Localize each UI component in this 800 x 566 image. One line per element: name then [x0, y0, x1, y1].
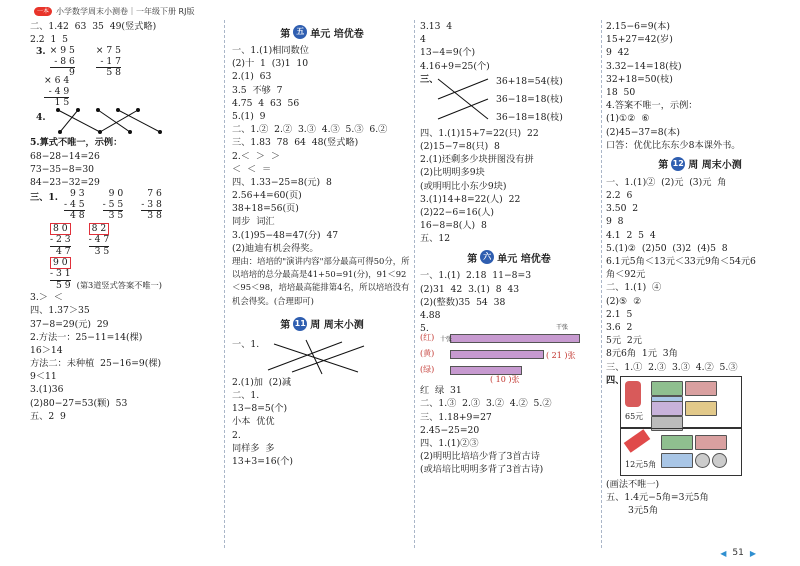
answer-line: 四、1.33−25=8(元) 8	[232, 176, 332, 188]
matching-figure: 三、 36+18=54(枝) 36−18=18(枝) 36−18=18(枝)	[420, 73, 598, 127]
unit-title: 第 五 单元 培优卷	[280, 27, 364, 40]
prev-arrow-icon: ◀	[720, 548, 727, 558]
answer-line: 3.6 2	[606, 321, 633, 333]
column-divider	[224, 20, 225, 548]
answer-line: (2)80−27=53(颗) 53	[30, 397, 128, 409]
banknote-icon	[651, 401, 683, 416]
answer-line: (2)31 42 3.(1) 8 43	[420, 283, 520, 295]
answer-line: 四、1.37＞35	[30, 305, 90, 317]
vertical-calc-group	[50, 257, 220, 291]
answer-line: 2.2 6	[606, 190, 633, 202]
coin-icon	[712, 453, 727, 468]
banknote-icon	[661, 435, 693, 450]
answer-line: 13−4=9(个)	[420, 47, 476, 59]
answer-line: (2)明明比培培少背了3首古诗	[420, 451, 540, 463]
answer-line: 3.(1)36	[30, 384, 64, 396]
answer-line: 方法二：未种植 25−16=9(棵)	[30, 358, 162, 370]
answer-line: (2)比明明多9块	[420, 167, 485, 179]
answer-line: 2.15−6=9(本)	[606, 21, 670, 32]
matching-figure: 4.	[30, 106, 220, 136]
matching-lines	[434, 73, 494, 127]
answer-paragraph: 理由：培培的"演讲内容"部分最高可得50分，所以培培的总分最高是41+50=91(分)，91＜92＜95＜98，培培最高能排第4名，所以培培没有机会得奖。(合理即可)	[232, 256, 410, 306]
answer-line: 一、1.(1)相同数位	[232, 45, 309, 56]
coin-icon	[695, 453, 710, 468]
answer-line: 68−28−14=26	[30, 150, 100, 162]
money-box: 65元	[620, 376, 742, 428]
answer-line: 5.(1)② (2)50 (3)2 (4)5 8	[606, 242, 728, 254]
answer-line: 16＞14	[30, 344, 63, 356]
answer-line: 4.75 4 63 56	[232, 97, 300, 109]
answer-column-1	[30, 20, 220, 552]
answer-line: 五、2 9	[30, 410, 66, 422]
answer-line: 三、1.18+9=27	[420, 411, 492, 423]
answer-line: 13+3=16(个)	[232, 455, 293, 467]
answer-line: 4.答案不唯一，示例：	[606, 100, 698, 112]
bar-red	[450, 334, 580, 343]
vertical-calc: × 9 5 - 8 6 9	[49, 45, 75, 79]
answer-line: 8元6角 1元 3角	[606, 348, 678, 360]
answer-line: 2.(1)加 (2)减	[232, 376, 292, 388]
answer-line: 15+27=42(岁)	[606, 34, 673, 46]
answer-line: 2.(1) 63	[232, 71, 272, 83]
answer-line: 2.2 1 5	[30, 34, 68, 46]
banknote-icon	[685, 381, 717, 396]
answer-column-3	[420, 20, 598, 552]
answer-line: 二、1.③ 2.③ 3.② 4.② 5.②	[420, 398, 552, 410]
answer-line: 5元 2元	[606, 335, 642, 347]
answer-line: 五、1.4元−5角=3元5角	[606, 491, 709, 503]
answer-line: (2)22−6=16(人)	[420, 206, 494, 218]
week-title: 第 11 周 周末小测	[280, 318, 364, 332]
answer-line: 2.＜ ＞ ＞	[232, 150, 281, 162]
answer-line: 2.56+4=60(页)	[232, 190, 302, 202]
vertical-calc: 7 6 - 3 8 3 8	[141, 188, 162, 222]
answer-line: 9＜11	[30, 371, 57, 383]
vertical-calc: × 6 4 - 4 9 1 5	[44, 75, 70, 109]
answer-line: 84−23−32=29	[30, 176, 100, 188]
next-arrow-icon: ▶	[749, 548, 756, 558]
unit-number-badge: 六	[480, 250, 494, 264]
answer-line: 3.(1)14+8=22(人) 22	[420, 193, 521, 205]
answer-line: (2)(整数)35 54 38	[420, 296, 506, 308]
answer-line: 一、1.(1) 2.18 11−8=3	[420, 270, 532, 282]
answer-line: 73−35−8=30	[30, 163, 95, 175]
answer-line: 16−8=8(人) 8	[420, 220, 487, 232]
answer-line: 3.50 2	[606, 203, 639, 215]
answer-line: 2.(1)还剩多少块拼图没有拼	[420, 154, 534, 166]
answer-line: 3.＞ ＜	[30, 292, 63, 304]
vertical-calc: 8 2 - 4 7 3 5	[88, 223, 110, 257]
money-figure-2	[606, 428, 794, 478]
answer-line: 3.(1)95−48=47(分) 47	[232, 229, 339, 241]
answer-line: (2)15−7=8(只) 8	[420, 140, 500, 152]
backpack-icon	[625, 381, 641, 407]
answer-line: 2.	[232, 429, 241, 441]
pencil-case-icon	[624, 429, 651, 453]
answer-line: 9 8	[606, 216, 624, 228]
money-figure-1: 四、 65元	[606, 374, 794, 428]
answer-line: 一、1.(1)② (2)元 (3)元 角	[606, 176, 727, 188]
answer-line: (1)①② ⑥	[606, 113, 650, 125]
answer-line: 二、1.42 63 35 49(竖式略)	[30, 21, 157, 32]
answer-line: (或培培比明明多背了3首古诗)	[420, 464, 544, 476]
answer-line: 6.1元5角＜13元＜33元9角＜54元6	[606, 256, 756, 267]
answer-line: 2.45−25=20	[420, 424, 480, 436]
week-title: 第 12 周 周末小测	[658, 158, 742, 172]
answer-line: 5.算式不唯一，示例：	[30, 137, 123, 149]
answer-line: 3.13 4	[420, 21, 453, 32]
answer-line: 四、1.(1)②③	[420, 437, 479, 449]
answer-line: (2)⑤ ②	[606, 295, 642, 307]
banknote-icon	[661, 453, 693, 468]
answer-line: 角＜92元	[606, 269, 646, 281]
answer-line: 18 50	[606, 86, 636, 98]
banknote-icon	[651, 381, 683, 396]
unit-number-badge: 五	[293, 25, 307, 39]
brand-badge: 一本	[34, 7, 52, 16]
vertical-calc-group: 3. × 9 5 - 8 6 9 × 7 5 - 1 7 5 8	[36, 45, 121, 79]
week-number-badge: 12	[671, 157, 685, 171]
answer-line: 38+18=56(页)	[232, 203, 299, 215]
answer-line: 五、12	[420, 233, 451, 245]
page-number: ◀ 51 ▶	[720, 548, 756, 558]
answer-note: (第3道竖式答案不唯一)	[76, 280, 162, 291]
header-title: 小学数学周末小测卷｜一年级下册 RJ版	[56, 6, 195, 16]
answer-line: (画法不唯一)	[606, 478, 660, 490]
answer-line: (或明明比小东少9块)	[420, 180, 507, 192]
answer-line: 二、1.(1) ④	[606, 282, 662, 294]
answer-line: 小本 优优	[232, 416, 275, 428]
answer-line: 2.方法一：25−11=14(棵)	[30, 331, 143, 343]
answer-line: 三、1.83 78 64 48(竖式略)	[232, 137, 359, 149]
bar-yellow	[450, 350, 544, 359]
answer-line: 9 42	[606, 47, 630, 59]
answer-line: 3.5 不够 7	[232, 84, 283, 96]
vertical-calc: 9 0 - 5 5 3 5	[102, 188, 124, 222]
answer-line: (2)迪迪有机会得奖。	[232, 242, 319, 254]
answer-line: 5.(1) 9	[232, 110, 266, 122]
answer-line: ＜ ＜ ＝	[232, 163, 272, 175]
line-figure: 一、1.	[232, 336, 412, 376]
week-number-badge: 11	[293, 317, 307, 331]
vertical-calc-group	[44, 75, 220, 109]
answer-line: 13−8=5(个)	[232, 403, 288, 415]
answer-line: 4	[420, 34, 426, 46]
answer-line: 三、1.① 2.③ 3.③ 4.② 5.③	[606, 361, 738, 373]
answer-line: 32+18=50(枝)	[606, 73, 673, 85]
answer-line: 4.88	[420, 310, 441, 321]
vertical-calc-group: 三、1. 9 3 - 4 5 4 8 9 0 - 5 5 3 5 7 6 - 3 8 3 8	[30, 188, 162, 222]
answer-line: 2.1 5	[606, 308, 633, 320]
answer-line: (2)45−37=8(本)	[606, 126, 680, 138]
banknote-icon	[685, 401, 717, 416]
answer-line: 四、1.(1)15+7=22(只) 22	[420, 127, 539, 139]
vertical-calc: 9 0 - 3 1 5 9	[50, 257, 71, 291]
answer-line: 同样多 多	[232, 442, 275, 454]
answer-line: 37−8=29(元) 29	[30, 318, 109, 330]
money-box: 12元5角	[620, 428, 742, 476]
banknote-icon	[695, 435, 727, 450]
unit-title: 第 六 单元 培优卷	[467, 252, 551, 265]
answer-column-2	[232, 20, 412, 552]
answer-line: 3.32−14=18(枝)	[606, 60, 682, 72]
answer-line: 口答：优优比东东少8本课外书。	[606, 139, 741, 151]
answer-line: 二、1.② 2.② 3.③ 4.③ 5.③ 6.②	[232, 124, 388, 136]
answer-line: 同步 词汇	[232, 216, 275, 228]
answer-line: 3元5角	[628, 505, 659, 517]
page-header	[34, 4, 194, 18]
vertical-calc: 8 0 - 2 3 4 7	[50, 223, 71, 257]
answer-line: 红 绿 31	[420, 385, 462, 397]
answer-line: (2)十 1 (3)1 10	[232, 58, 309, 70]
answer-line: 4.1 2 5 4	[606, 229, 656, 241]
vertical-calc: 9 3 - 4 5 4 8	[63, 188, 85, 222]
bar-diagram: 5. 干张 (红) (黄) (绿) 十张 ( 21 )张 ( 10 )张	[420, 322, 598, 384]
matching-lines	[50, 106, 220, 136]
crossing-lines	[262, 336, 372, 376]
column-divider	[414, 20, 415, 548]
answer-line: 4.16+9=25(个)	[420, 60, 490, 72]
answer-column-4	[606, 20, 794, 552]
column-divider	[601, 20, 602, 548]
vertical-calc: × 7 5 - 1 7 5 8	[95, 45, 121, 79]
vertical-calc-group	[50, 223, 220, 257]
answer-line: 二、1.	[232, 390, 260, 401]
